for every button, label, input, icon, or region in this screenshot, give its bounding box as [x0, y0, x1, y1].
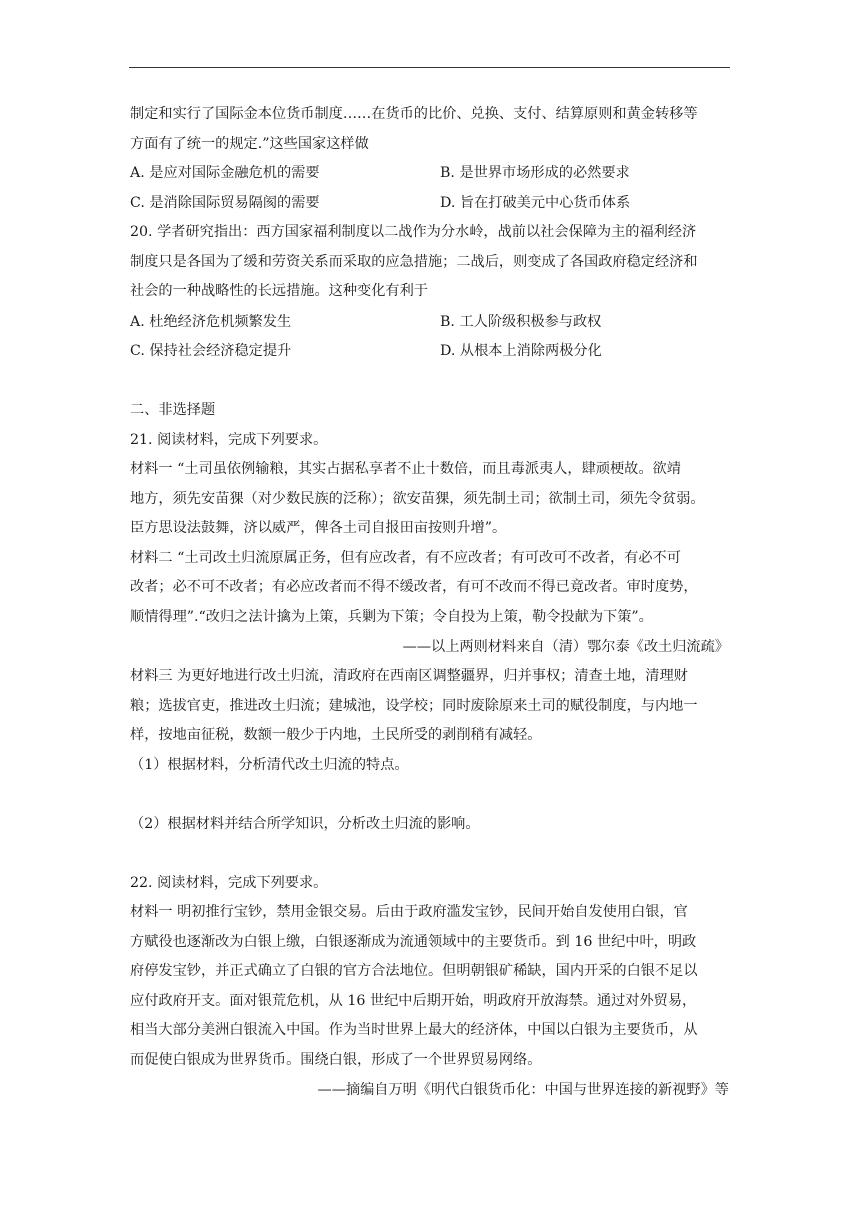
q21-material-2-line-3: 顺情得理”.“改归之法计擒为上策，兵剿为下策；令自投为上策，勒令投献为下策”。: [130, 609, 653, 625]
q19-option-c[interactable]: C. 是消除国际贸易隔阂的需要: [130, 195, 320, 211]
q21-subquestion-2: （2）根据材料并结合所学知识，分析改土归流的影响。: [130, 816, 480, 832]
q22-material-1-line-2: 方赋役也逐渐改为白银上缴，白银逐渐成为流通领域中的主要货币。到 16 世纪中叶，明政: [130, 934, 697, 950]
q19-stem-line-2: 方面有了统一的规定.”这些国家这样做: [130, 136, 369, 152]
q21-material-2-line-1: 材料二 “土司改土归流原属正务，但有应改者，有不应改者；有可改可不改者，有必不可: [130, 550, 681, 566]
q20-stem-line-3: 社会的一种战略性的长远措施。这种变化有利于: [130, 283, 428, 299]
q19-option-d[interactable]: D. 旨在打破美元中心货币体系: [440, 195, 631, 211]
q22-material-1-source: ——摘编自万明《明代白银货币化：中国与世界连接的新视野》等: [317, 1082, 729, 1098]
q20-stem-line-1: 20. 学者研究指出：西方国家福利制度以二战作为分水岭，战前以社会保障为主的福利经济: [130, 224, 697, 240]
q20-option-c[interactable]: C. 保持社会经济稳定提升: [130, 343, 292, 359]
q22-heading: 22. 阅读材料，完成下列要求。: [130, 875, 328, 891]
q22-material-1-line-5: 相当大部分美洲白银流入中国。作为当时世界上最大的经济体，中国以白银为主要货币，从: [130, 1022, 698, 1038]
q21-subquestion-1: （1）根据材料，分析清代改土归流的特点。: [130, 757, 409, 773]
q22-material-1-line-3: 府停发宝钞，并正式确立了白银的官方合法地位。但明朝银矿稀缺，国内开采的白银不足以: [130, 963, 698, 979]
header-rule: [129, 67, 730, 68]
q19-options-row-1: [130, 163, 630, 183]
q21-material-2-line-2: 改者；必不可不改者；有必应改者而不得不缓改者，有可不改而不得已竟改者。审时度势，: [130, 579, 698, 595]
q22-material-1-line-1: 材料一 明初推行宝钞，禁用金银交易。后由于政府滥发宝钞，民间开始自发使用白银，官: [130, 904, 688, 920]
q20-option-d[interactable]: D. 从根本上消除两极分化: [440, 343, 602, 359]
q21-material-3-line-3: 样，按地亩征税，数额一般少于内地，土民所受的剥削稍有减轻。: [130, 727, 542, 743]
q20-option-a[interactable]: A. 杜绝经济危机频繁发生: [130, 314, 292, 330]
q22-material-1-line-6: 而促使白银成为世界货币。围绕白银，形成了一个世界贸易网络。: [130, 1052, 542, 1068]
section-heading: 二、非选择题: [130, 402, 216, 418]
q21-material-1-line-2: 地方，须先安苗猓（对少数民族的泛称）；欲安苗猓，须先制土司；欲制土司，须先令贫弱。: [130, 491, 705, 507]
q21-material-3-line-1: 材料三 为更好地进行改土归流，清政府在西南区调整疆界，归并事权；清查土地，清理财: [130, 668, 688, 684]
q19-stem-line-1: 制定和实行了国际金本位货币制度……在货币的比价、兑换、支付、结算原则和黄金转移等: [130, 106, 698, 122]
q21-heading: 21. 阅读材料，完成下列要求。: [130, 432, 328, 448]
q21-material-1-line-1: 材料一 “土司虽依例输粮，其实占据私享者不止十数倍，而且毒派夷人，肆顽梗故。欲靖: [130, 461, 681, 477]
q19-options-row-2: [130, 193, 631, 213]
q19-option-b[interactable]: B. 是世界市场形成的必然要求: [440, 165, 630, 181]
q21-material-1-line-3: 臣方思设法鼓舞，济以威严，俾各土司自报田亩按则升增”。: [130, 520, 507, 536]
q20-options-row-2: [130, 341, 602, 361]
q20-stem-line-2: 制度只是各国为了缓和劳资关系而采取的应急措施；二战后，则变成了各国政府稳定经济和: [130, 254, 698, 270]
q22-material-1-line-4: 应付政府开支。面对银荒危机，从 16 世纪中后期开始，明政府开放海禁。通过对外贸易，: [130, 993, 697, 1009]
q21-material-3-line-2: 粮；选拔官吏，推进改土归流；建城池，设学校；同时废除原来土司的赋役制度，与内地一: [130, 698, 698, 714]
q19-option-a[interactable]: A. 是应对国际金融危机的需要: [130, 165, 320, 181]
q20-option-b[interactable]: B. 工人阶级积极参与政权: [440, 314, 602, 330]
q20-options-row-1: [130, 312, 602, 332]
q21-material-2-source: ——以上两则材料来自（清）鄂尔泰《改土归流疏》: [402, 639, 729, 655]
